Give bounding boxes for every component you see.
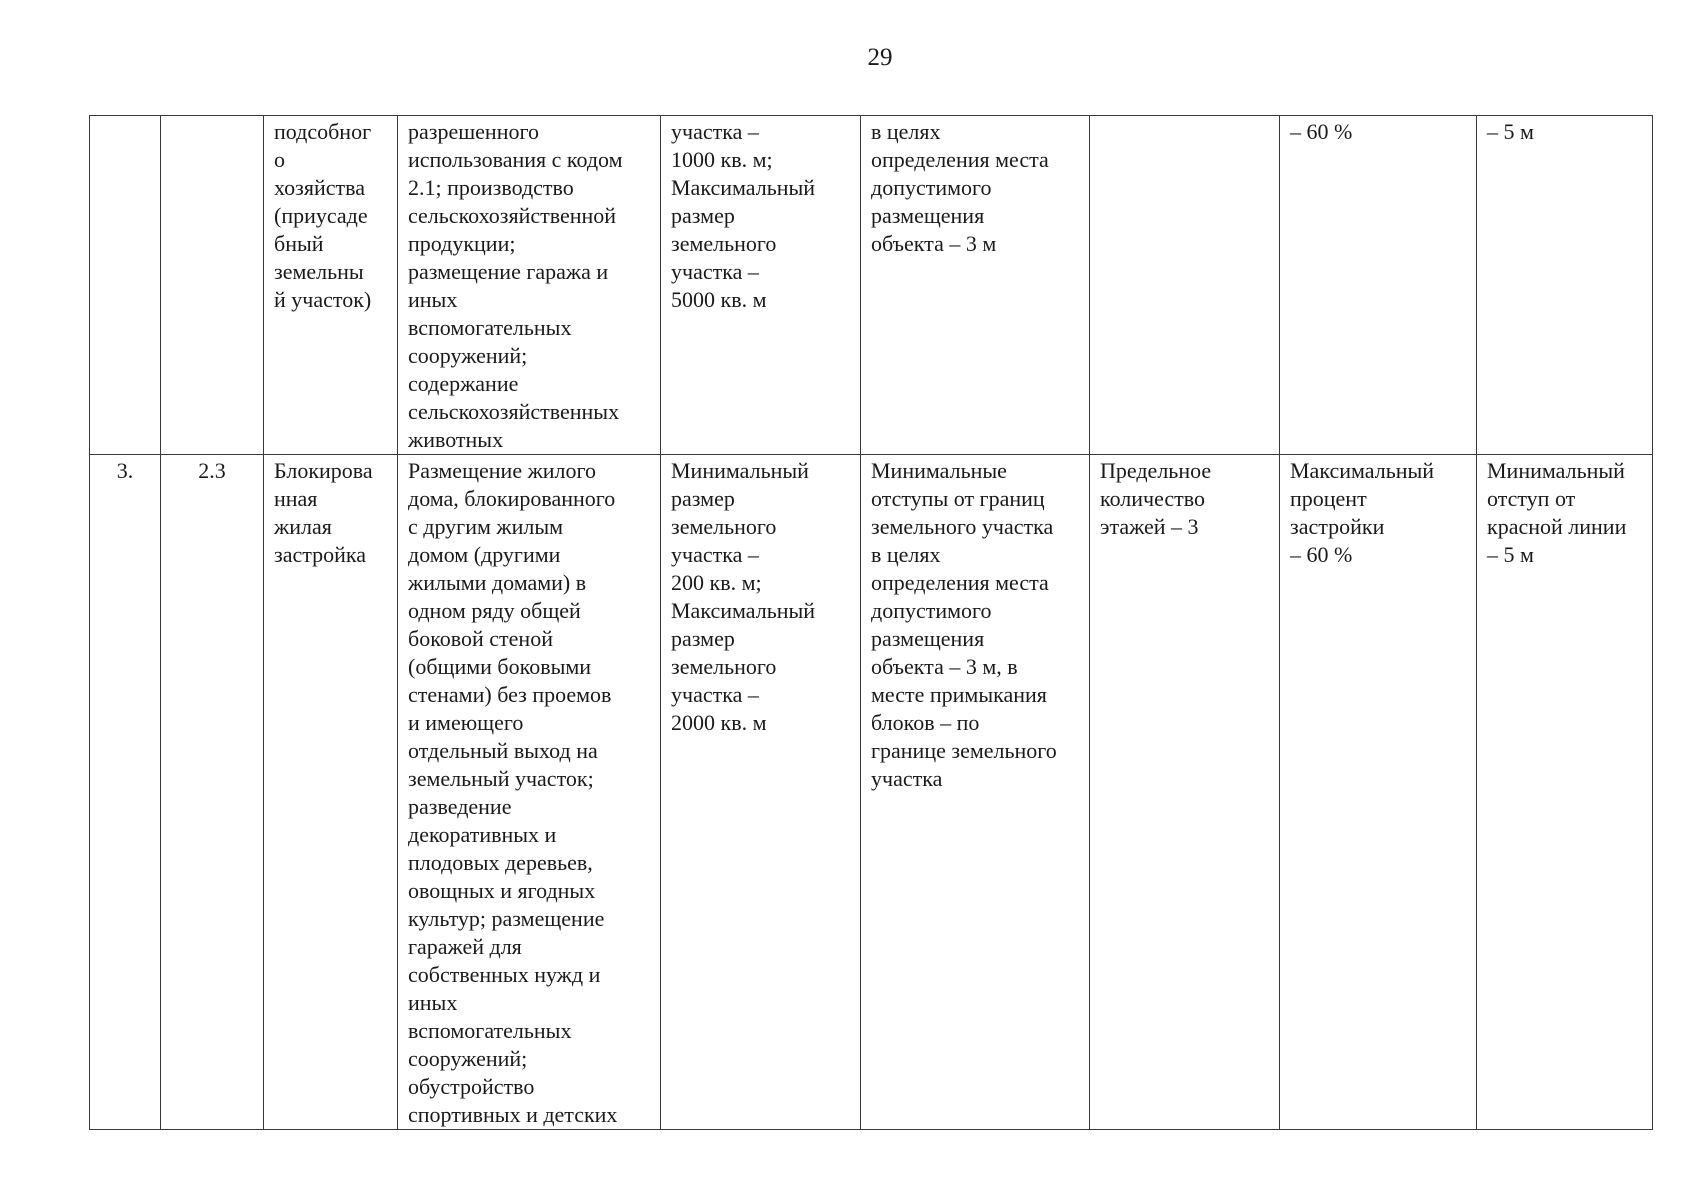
use-name-cell: Блокирова нная жилая застройка xyxy=(264,455,398,1130)
table-row xyxy=(90,455,1653,1130)
plot-size-cell: Минимальный размер земельного участка – 200 кв. м; Максимальный размер земельного участка – 2000 кв. м xyxy=(661,455,861,1130)
red-line-cell: – 5 м xyxy=(1477,116,1653,455)
use-code-cell: 2.3 xyxy=(161,455,264,1130)
regulations-table xyxy=(89,115,1653,1130)
red-line-cell: Минимальный отступ от красной линии – 5 м xyxy=(1477,455,1653,1130)
floors-cell: Предельное количество этажей – 3 xyxy=(1090,455,1280,1130)
row-number-cell: 3. xyxy=(90,455,161,1130)
plot-size-cell: участка – 1000 кв. м; Максимальный размер земельного участка – 5000 кв. м xyxy=(661,116,861,455)
use-name-cell: подсобног о хозяйства (приусаде бный земельны й участок) xyxy=(264,116,398,455)
floors-cell xyxy=(1090,116,1280,455)
coverage-cell: Максимальный процент застройки – 60 % xyxy=(1280,455,1477,1130)
table-row xyxy=(90,116,1653,455)
use-code-cell xyxy=(161,116,264,455)
coverage-cell: – 60 % xyxy=(1280,116,1477,455)
row-number-cell xyxy=(90,116,161,455)
setbacks-cell: Минимальные отступы от границ земельного участка в целях определения места допустимого размещения объекта – 3 м, в месте примыкания блоков – по границе земельного участка xyxy=(861,455,1090,1130)
use-description-cell: Размещение жилого дома, блокированного с другим жилым домом (другими жилыми домами) в одном ряду общей боковой стеной (общими боковыми стенами) без проемов и имеющего отдельный выход на земельный участок; разведение декоративных и плодовых деревьев, овощных и ягодных культур; размещение гаражей для собственных нужд и иных вспомогательных сооружений; обустройство спортивных и детских xyxy=(398,455,661,1130)
page-number: 29 xyxy=(867,44,893,71)
setbacks-cell: в целях определения места допустимого размещения объекта – 3 м xyxy=(861,116,1090,455)
use-description-cell: разрешенного использования с кодом 2.1; производство сельскохозяйственной продукции; размещение гаража и иных вспомогательных сооружений; содержание сельскохозяйственных животных xyxy=(398,116,661,455)
